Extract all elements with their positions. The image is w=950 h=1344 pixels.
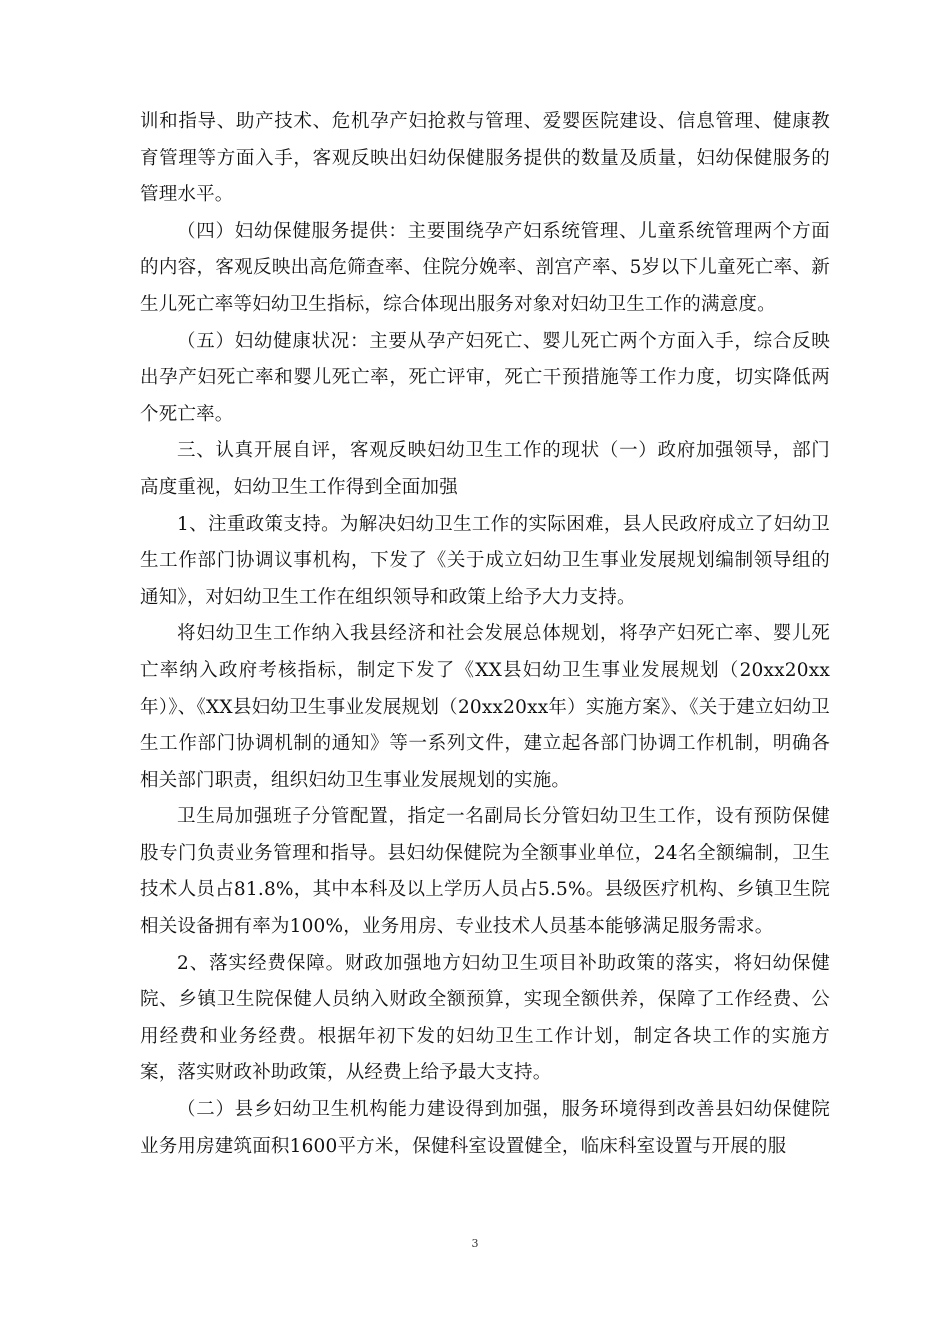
page-number: 3: [471, 1237, 479, 1250]
paragraph-9: （二）县乡妇幼卫生机构能力建设得到加强，服务环境得到改善县妇幼保健院业务用房建筑面积1600平方米，保健科室设置健全，临床科室设置与开展的服: [140, 1099, 830, 1157]
paragraph-2: （四）妇幼保健服务提供：主要围绕孕产妇系统管理、儿童系统管理两个方面的内容，客观反映出高危筛查率、住院分娩率、剖宫产率、5岁以下儿童死亡率、新生儿死亡率等妇幼卫生指标，综合体现出服务对象对妇幼卫生工作的满意度。: [140, 220, 830, 315]
paragraph-8: 2、落实经费保障。财政加强地方妇幼卫生项目补助政策的落实，将妇幼保健院、乡镇卫生院保健人员纳入财政全额预算，实现全额供养，保障了工作经费、公用经费和业务经费。根据年初下发的妇幼卫生工作计划，制定各块工作的实施方案，落实财政补助政策，从经费上给予最大支持。: [140, 952, 830, 1084]
paragraph-7: 卫生局加强班子分管配置，指定一名副局长分管妇幼卫生工作，设有预防保健股专门负责业务管理和指导。县妇幼保健院为全额事业单位，24名全额编制，卫生技术人员占81.8%，其中本科及以上学历人员占5.5%。县级医疗机构、乡镇卫生院相关设备拥有率为100%，业务用房、专业技术人员基本能够满足服务需求。: [140, 806, 830, 938]
paragraph-1: 训和指导、助产技术、危机孕产妇抢救与管理、爱婴医院建设、信息管理、健康教育管理等方面入手，客观反映出妇幼保健服务提供的数量及质量，妇幼保健服务的管理水平。: [140, 111, 830, 206]
paragraph-5: 1、注重政策支持。为解决妇幼卫生工作的实际困难，县人民政府成立了妇幼卫生工作部门协调议事机构，下发了《关于成立妇幼卫生事业发展规划编制领导组的通知》，对妇幼卫生工作在组织领导和政策上给予大力支持。: [140, 513, 830, 608]
paragraph-6: 将妇幼卫生工作纳入我县经济和社会发展总体规划，将孕产妇死亡率、婴儿死亡率纳入政府考核指标，制定下发了《XX县妇幼卫生事业发展规划（20xx20xx年）》、《XX县妇幼卫生事业发展规划（20xx20xx年）实施方案》、《关于建立妇幼卫生工作部门协调机制的通知》等一系列文件，建立起各部门协调工作机制，明确各相关部门职责，组织妇幼卫生事业发展规划的实施。: [140, 623, 830, 791]
paragraph-4: 三、认真开展自评，客观反映妇幼卫生工作的现状（一）政府加强领导，部门高度重视，妇幼卫生工作得到全面加强: [140, 440, 830, 498]
paragraph-3: （五）妇幼健康状况：主要从孕产妇死亡、婴儿死亡两个方面入手，综合反映出孕产妇死亡率和婴儿死亡率，死亡评审，死亡干预措施等工作力度，切实降低两个死亡率。: [140, 330, 830, 425]
document-body: [140, 104, 830, 1165]
